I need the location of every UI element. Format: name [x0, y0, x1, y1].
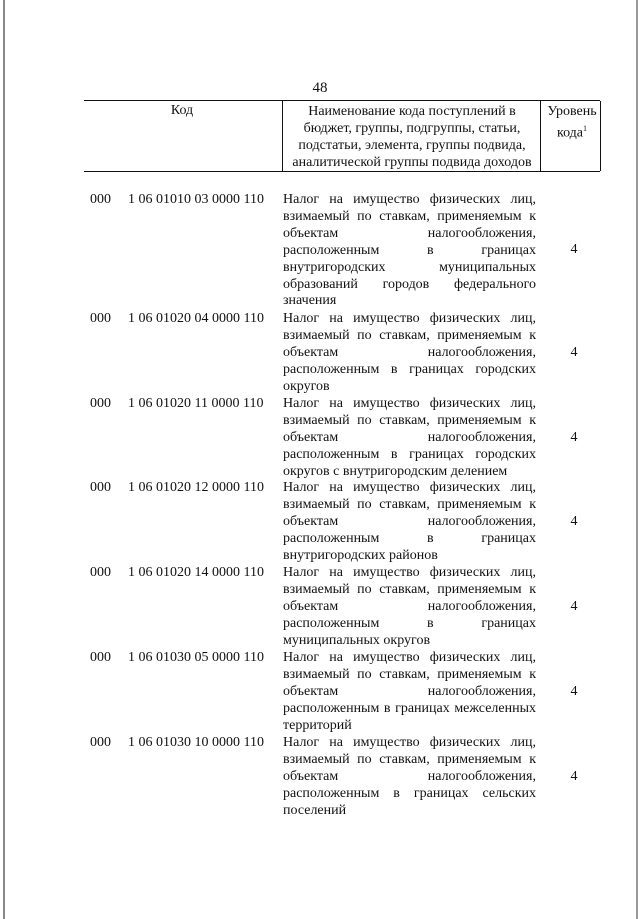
admin-code: 000	[90, 480, 111, 495]
code-level: 4	[570, 345, 578, 360]
header-code: Код	[170, 103, 194, 118]
revenue-code: 1 06 01030 05 0000 110	[128, 650, 264, 665]
code-level: 4	[570, 684, 578, 699]
scan-edge-left	[3, 0, 5, 919]
code-level: 4	[570, 514, 578, 529]
admin-code: 000	[90, 192, 111, 207]
revenue-code: 1 06 01010 03 0000 110	[128, 192, 264, 207]
revenue-code: 1 06 01020 04 0000 110	[128, 311, 264, 326]
revenue-name: Налог на имущество физических лиц, взимаемый по ставкам, применяемым к объектам налогообложения, расположенным в границах городских округов	[283, 311, 536, 394]
revenue-code: 1 06 01020 11 0000 110	[128, 396, 264, 411]
table-header	[84, 100, 600, 172]
revenue-code: 1 06 01030 10 0000 110	[128, 735, 264, 750]
scan-edge-right	[636, 0, 638, 919]
revenue-code: 1 06 01020 12 0000 110	[128, 480, 264, 495]
page-number: 48	[312, 80, 328, 96]
revenue-name: Налог на имущество физических лиц, взимаемый по ставкам, применяемым к объектам налогообложения, расположенным в границах городских округов с внутригородским делением	[283, 396, 536, 479]
admin-code: 000	[90, 396, 111, 411]
footnote-mark: 1	[583, 124, 588, 133]
revenue-code: 1 06 01020 14 0000 110	[128, 565, 264, 580]
code-level: 4	[570, 242, 578, 257]
code-level: 4	[570, 599, 578, 614]
revenue-name: Налог на имущество физических лиц, взимаемый по ставкам, применяемым к объектам налогообложения, расположенным в границах межселенных территорий	[283, 650, 536, 733]
header-level	[542, 103, 602, 142]
admin-code: 000	[90, 650, 111, 665]
code-level: 4	[570, 430, 578, 445]
admin-code: 000	[90, 565, 111, 580]
header-level-label: Уровень кода	[547, 104, 597, 141]
header-name: Наименование кода поступлений в бюджет, группы, подгруппы, статьи, подстатьи, элемента, группы подвида, аналитической группы подвида доходов	[292, 104, 532, 170]
revenue-name: Налог на имущество физических лиц, взимаемый по ставкам, применяемым к объектам налогообложения, расположенным в границах внутригородских муниципальных образований городов федерального значения	[283, 192, 536, 309]
admin-code: 000	[90, 311, 111, 326]
code-level: 4	[570, 769, 578, 784]
revenue-name: Налог на имущество физических лиц, взимаемый по ставкам, применяемым к объектам налогообложения, расположенным в границах сельских поселений	[283, 735, 536, 818]
revenue-name: Налог на имущество физических лиц, взимаемый по ставкам, применяемым к объектам налогообложения, расположенным в границах муниципальных округов	[283, 565, 536, 648]
revenue-name: Налог на имущество физических лиц, взимаемый по ставкам, применяемым к объектам налогообложения, расположенным в границах внутригородских районов	[283, 480, 536, 563]
admin-code: 000	[90, 735, 111, 750]
header-divider	[540, 101, 541, 171]
header-divider	[282, 101, 283, 171]
